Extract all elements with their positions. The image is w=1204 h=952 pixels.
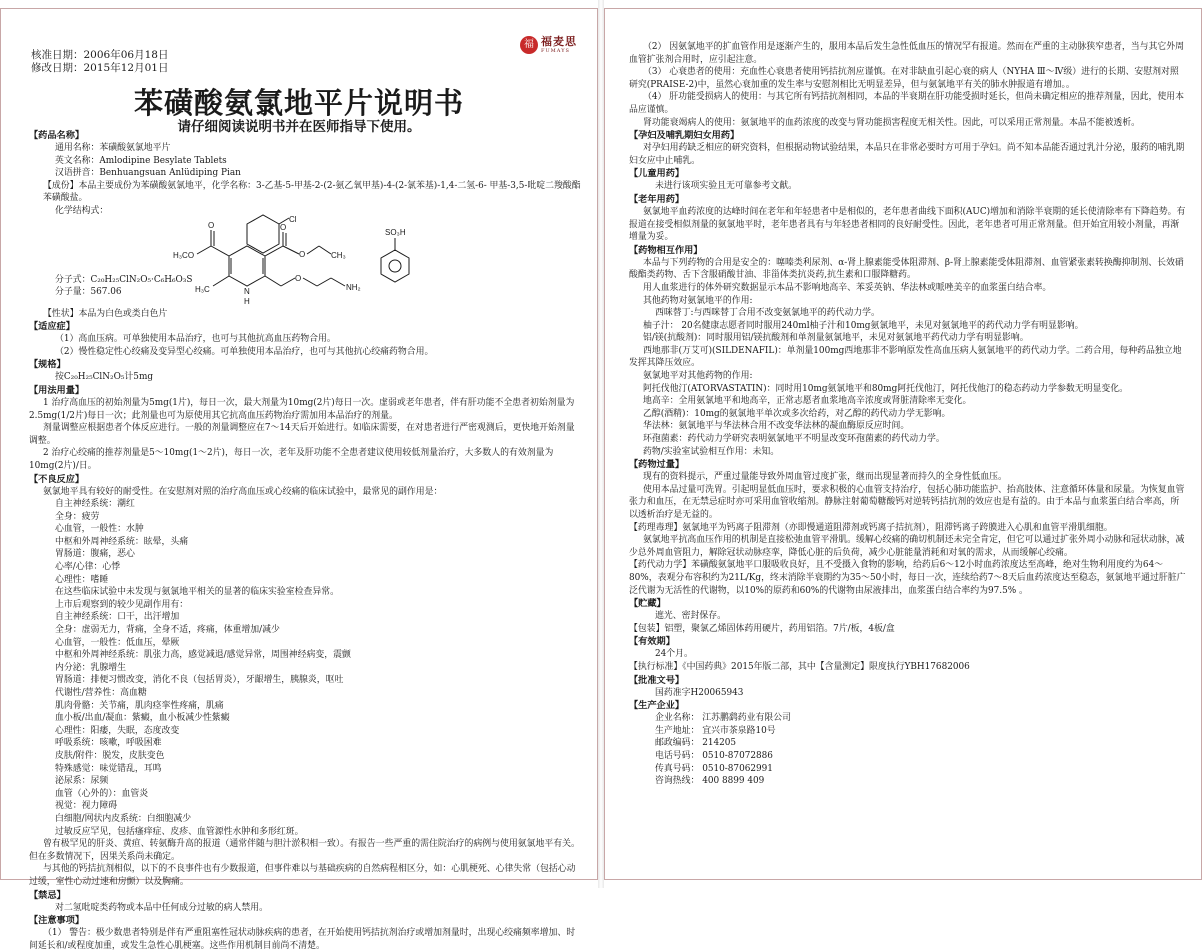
label-o-4: O — [295, 273, 302, 283]
paragraph: 血管（心外的）：血管炎 — [55, 788, 149, 799]
paragraph: 过敏反应罕见，包括瘙痒症、皮疹、血管源性水肿和多形红斑。 — [55, 826, 304, 837]
section-heading: 【禁忌】 — [29, 889, 66, 901]
paragraph: 上市后观察到的较少见副作用有： — [55, 599, 189, 610]
section-heading: 【药物过量】 — [629, 459, 685, 471]
paragraph: 用人血浆进行的体外研究数据显示本品不影响地高辛、苯妥英钠、华法林或哌唑美辛的血浆蛋白结合率。 — [643, 282, 1052, 293]
revision-date: 修改日期：2015年12月01日 — [31, 62, 169, 74]
paragraph: 化学结构式： — [55, 205, 109, 216]
paragraph: 电话号码： 0510-87072886 — [655, 750, 773, 761]
paragraph: 汉语拼音：Benhuangsuan Anlüdiping Pian — [55, 168, 241, 179]
approval-dates — [31, 49, 168, 75]
paragraph: （1） 警告：极少数患者特别是伴有严重阻塞性冠状动脉疾病的患者，在开始使用钙拮抗剂治疗或增加剂量时，出现心绞痛频率增加、时间延长和/或程度加重，或发生急性心肌梗塞。这些作用机制目前尚不清楚。 — [29, 928, 576, 951]
paragraph: 企业名称： 江苏鹏鹞药业有限公司 — [655, 713, 791, 724]
paragraph: 西咪替丁:与西咪替丁合用不改变氨氯地平的药代动力学。 — [655, 308, 880, 319]
paragraph: 邮政编码： 214205 — [655, 738, 737, 749]
paragraph: 遮光、密封保存。 — [655, 611, 726, 622]
paragraph: 胃肠道：排便习惯改变，消化不良（包括胃炎），牙龈增生，胰腺炎，呕吐 — [55, 675, 344, 686]
paragraph: 心理性：嗜睡 — [55, 574, 109, 585]
paragraph: （1）高血压病。可单独使用本品治疗，也可与其他抗高血压药物合用。 — [55, 334, 336, 345]
label-ch3: CH₃ — [331, 250, 346, 260]
paragraph: 传真号码： 0510-87062991 — [655, 763, 773, 774]
paragraph: 本品与下列药物的合用是安全的：噻嗪类利尿剂、α-肾上腺素能受体阻滞剂、β-肾上腺素能受体阻滞剂、血管紧张素转换酶抑制剂、长效硝酸酯类药物、舌下含服硝酸甘油、非甾体类抗炎药,抗生素和口服降糖药。 — [629, 257, 1184, 281]
right-body-text — [629, 41, 1187, 877]
label-o-1: O — [208, 220, 215, 230]
section-heading: 【儿童用药】 — [629, 168, 685, 180]
paragraph: 按C₂₀H₂₅ClN₂O₅计5mg — [55, 372, 154, 383]
paragraph: 剂量调整应根据患者个体反应进行。一般的剂量调整应在7～14天后开始进行。如临床需要，在对患者进行严密观测后，更快地开始剂量调整。 — [29, 423, 575, 446]
paragraph: 全身：虚弱无力，背痛，全身不适，疼痛，体重增加/减少 — [55, 625, 280, 636]
paragraph: 阿托伐他汀(ATORVASTATIN)：同时用10mg氨氯地平和80mg阿托伐他汀，阿托伐他汀的稳态药动力学参数无明显变化。 — [643, 383, 1129, 394]
molecular-formula: 分子式：C₂₀H₂₅ClN₂O₅·C₆H₆O₃S — [55, 274, 193, 285]
paragraph: 氨氯地平抗高血压作用的机制是直接松弛血管平滑肌。缓解心绞痛的确切机制还未完全肯定，但它可以通过扩张外周小动脉和冠状动脉，减少总外周血管阻力，解除冠状动脉痉挛，降低心脏的后负荷，减少心脏能量消耗和对氧的需求，从而缓解心绞痛。 — [629, 535, 1185, 558]
paragraph: 心理性：阳痿，失眠，态度改变 — [55, 725, 180, 736]
section-heading: 【有效期】 — [629, 636, 675, 648]
paragraph: 西地那非(万艾可)(SILDENAFIL)：单剂量100mg西地那非不影响原发性高血压病人氨氯地平的药代动力学。二药合用，每种药品独立地发挥其降压效应。 — [629, 345, 1182, 369]
paragraph: 生产地址： 宜兴市茶泉路10号 — [655, 725, 776, 736]
section-heading: 【贮藏】 — [629, 598, 666, 610]
paragraph: 氨氯地平血药浓度的达峰时间在老年和年轻患者中是相似的，老年患者曲线下面积(AUC)增加和消除半衰期的延长使清除率有下降趋势。有报道在接受相似剂量的氨氯地平时，老年患者具有与年轻患者相同的良好耐受性。因此，老年患者可用正常剂量。但开始宜用较小剂量，再渐增量为妥。 — [629, 206, 1186, 243]
paragraph: 自主神经系统：潮红 — [55, 499, 135, 510]
paragraph: 【成份】本品主要成份为苯磺酸氨氯地平，化学名称：3-乙基-5-甲基-2-(2-氨乙氧甲基)-4-(2-氯苯基)-1,4-二氢-6- 甲基-3,5-吡啶二羧酸酯苯磺酸盐。 — [43, 180, 581, 204]
leaflet-left-page — [0, 8, 598, 951]
paragraph: 心血管，一般性：水肿 — [55, 524, 144, 535]
paragraph: 心率/心律：心悸 — [55, 562, 121, 573]
section-heading: 【药品名称】 — [29, 130, 85, 141]
paragraph: 氨氯地平具有较好的耐受性。在安慰剂对照的治疗高血压或心绞痛的临床试验中，最常见的副作用是： — [43, 486, 443, 497]
label-nh2: NH₂ — [346, 282, 361, 292]
paragraph: 中枢和外周神经系统：肌张力高，感觉减退/感觉异常，周围神经病变，震颤 — [55, 650, 351, 661]
section-heading: 【适应症】 — [29, 321, 75, 333]
label-so3h: SO₃H — [385, 227, 406, 237]
paragraph: 药物/实验室试验相互作用：未知。 — [643, 446, 780, 457]
paragraph: （2） 因氨氯地平的扩血管作用是逐渐产生的，服用本品后发生急性低血压的情况罕有报道。然而在严重的主动脉狭窄患者，当与其它外周血管扩张剂合用时，应引起注意。 — [629, 42, 1184, 65]
paragraph: 【性状】本品为白色或类白色片 — [43, 308, 168, 319]
paragraph: 白细胞/网状内皮系统：白细胞减少 — [55, 813, 192, 824]
paragraph: 代谢性/营养性：高血糖 — [55, 688, 147, 698]
section-heading: 【药物相互作用】 — [629, 244, 703, 256]
section-heading: 【孕妇及哺乳期妇女用药】 — [629, 130, 740, 142]
paragraph: 【药代动力学】苯磺酸氨氯地平口服吸收良好，且不受摄入食物的影响，给药后6～12小时血药浓度达至高峰，绝对生物利用度约为64～80%，表观分布容积约为21L/Kg，终末消除半衰期约为35～50小时，每日一次，连续给药7～8天后血药浓度达至稳态，氨氯地平通过肝脏广泛代谢为无活性的代谢物，以10%的原药和60%的代谢物由尿液排出，血浆蛋白结合率约为97.5% 。 — [629, 560, 1186, 596]
paragraph: 现有的资料提示，严重过量能导致外周血管过度扩张，继而出现显著而持久的全身性低血压。 — [643, 472, 1007, 483]
document-title: 苯磺酸氨氯地平片说明书 — [133, 86, 464, 120]
leaflet-right-page — [604, 8, 1202, 880]
paragraph: 中枢和外周神经系统：眩晕，头痛 — [55, 536, 189, 547]
paragraph: 【执行标准】《中国药典》2015年版二部，其中【含量测定】限度执行YBH17682006 — [629, 661, 970, 672]
paragraph: 使用本品过量可洗胃。引起明显低血压时，要求积极的心血管支持治疗，包括心肺功能监护、抬高肢体、注意循环体量和尿量。为恢复血管张力和血压，在无禁忌症时亦可采用血管收缩剂。静脉注射葡萄糖酸钙对逆转钙拮抗剂的效应也是有益的。由于本品与血浆蛋白结合率高，所以透析治疗是无益的。 — [629, 484, 1185, 520]
paragraph: （2）慢性稳定性心绞痛及变异型心绞痛。可单独使用本品治疗，也可与其他抗心绞痛药物合用。 — [55, 346, 434, 357]
paragraph: 【包装】铝塑，聚氯乙烯固体药用硬片，药用铝箔。7片/板，4板/盒 — [629, 623, 895, 634]
section-heading: 【批准文号】 — [629, 674, 685, 686]
paragraph: 肌肉骨骼：关节痛，肌肉痉挛性疼痛，肌痛 — [55, 700, 224, 711]
logo-name: 福麦思 — [541, 35, 577, 48]
paragraph: 其他药物对氨氯地平的作用: — [643, 295, 753, 306]
paragraph: 呼吸系统：咳嗽，呼吸困难 — [55, 738, 162, 749]
label-h3c: H₃C — [195, 284, 210, 294]
paragraph: 自主神经系统：口干，出汗增加 — [55, 612, 180, 623]
logo-emblem-icon: 福 — [520, 36, 538, 54]
paragraph: 国药准字H20065943 — [655, 687, 744, 698]
document-subtitle: 请仔细阅读说明书并在医师指导下使用。 — [177, 119, 421, 135]
chemical-structure-figure — [29, 214, 581, 308]
paragraph: 在这些临床试验中未发现与氨氯地平相关的显著的临床实验室检查异常。 — [55, 587, 339, 598]
paragraph: 特殊感觉：味觉错乱，耳鸣 — [55, 763, 162, 774]
paragraph: 对孕妇用药缺乏相应的研究资料，但根据动物试验结果，本品只在非常必要时方可用于孕妇。尚不知本品能否通过乳汁分泌，服药的哺乳期妇女应中止哺乳。 — [629, 143, 1185, 166]
paragraph: 铝/镁(抗酸剂)：同时服用铝/镁抗酸剂和单剂量氨氯地平，未见对氨氯地平药代动力学有明显影响。 — [643, 333, 1029, 344]
paragraph: （3） 心衰患者的使用：充血性心衰患者使用钙拮抗剂应谨慎。在对非缺血引起心衰的病人（NYHA Ⅲ～Ⅳ级）进行的长期、安慰剂对照研究(PRAISE-2)中，虽然心衰加重的发生率与安慰剂相比无明显差异，但与氨氯地平有关的肺水肿报道有增加。。 — [629, 67, 1179, 90]
label-o-3: O — [299, 249, 306, 259]
section-heading: 【注意事项】 — [29, 915, 85, 927]
section-heading: 【规格】 — [29, 359, 66, 371]
label-h3co: H₃CO — [173, 250, 195, 260]
label-n: N — [244, 286, 250, 296]
section-heading: 【生产企业】 — [629, 700, 685, 712]
paragraph: 地高辛：全用氨氯地平和地高辛，正常志愿者血浆地高辛浓度或肾脏清除率无变化。 — [643, 396, 972, 407]
paragraph: 内分泌：乳腺增生 — [55, 662, 126, 673]
paragraph: 1 治疗高血压的初始剂量为5mg(1片)，每日一次，最大剂量为10mg(2片)每日一次。虚弱或老年患者，伴有肝功能不全患者初始剂量为2.5mg(1/2片)每日一次；此剂量也可为原使用其它抗高血压药物治疗需加用本品治疗的剂量。 — [29, 397, 575, 421]
paragraph: 咨询热线： 400 8899 409 — [655, 776, 765, 787]
paragraph: 对二氢吡啶类药物或本品中任何成分过敏的病人禁用。 — [55, 902, 268, 913]
label-o-2: O — [280, 222, 287, 232]
paragraph: 【药理毒理】氨氯地平为钙离子阻滞剂（亦即慢通道阻滞剂或钙离子拮抗剂），阻滞钙离子跨膜进入心肌和血管平滑肌细胞。 — [629, 522, 1113, 533]
logo-latin-name: FUMAYS — [541, 48, 570, 54]
label-cl: Cl — [289, 214, 297, 224]
paragraph: 乙醇(酒精)：10mg的氨氯地平单次或多次给药，对乙醇的药代动力学无影响。 — [643, 408, 951, 419]
paragraph: 英文名称：Amlodipine Besylate Tablets — [55, 155, 227, 166]
chemical-structure-diagram — [159, 214, 419, 308]
paragraph: 与其他的钙拮抗剂相似，以下的不良事件也有少数报道，但事件难以与基础疾病的自然病程相区分，如：心肌梗死、心律失常（包括心动过缓，室性心动过速和房颤）以及胸痛。 — [29, 864, 576, 887]
approval-date: 核准日期：2006年06月18日 — [31, 49, 169, 61]
paragraph: 心血管，一般性：低血压，晕厥 — [55, 637, 180, 648]
paragraph: 血小板/出血/凝血：紫癜，血小板减少性紫癜 — [55, 713, 230, 724]
paragraph: 曾有极罕见的肝炎、黄疸、转氨酶升高的报道（通常伴随与胆汁淤积相一致）。有报告一些严重的需住院治疗的病例与使用氨氯地平有关。但在多数情况下，因果关系尚未确定。 — [29, 839, 580, 862]
paragraph: 全身：疲劳 — [55, 511, 100, 522]
paragraph: 华法林：氨氯地平与华法林合用不改变华法林的凝血酶原反应时间。 — [643, 421, 910, 432]
left-body-text — [29, 129, 581, 951]
paragraph: 胃肠道：腹痛，恶心 — [55, 549, 135, 560]
paragraph: 肾功能衰竭病人的使用：氨氯地平的血药浓度的改变与肾功能损害程度无相关性。因此，可以采用正常剂量。本品不能被透析。 — [643, 117, 1140, 128]
section-heading: 【不良反应】 — [29, 473, 85, 485]
paragraph: 视觉：视力障碍 — [55, 801, 118, 812]
paragraph: 皮肤/附件：脱发，皮肤变色 — [55, 750, 165, 761]
paragraph: 氨氯地平对其他药物的作用: — [643, 371, 753, 382]
paragraph: 环孢菌素：药代动力学研究表明氨氯地平不明显改变环孢菌素的药代动力学。 — [643, 434, 945, 445]
molecular-weight: 分子量：567.06 — [55, 287, 122, 298]
paragraph: 通用名称：苯磺酸氨氯地平片 — [55, 143, 171, 153]
paragraph: 未进行该项实验且无可靠参考文献。 — [655, 181, 797, 192]
company-logo — [520, 36, 577, 54]
paragraph: （4） 肝功能受损病人的使用：与其它所有钙拮抗剂相同，本品的半衰期在肝功能受损时延长，但尚未确定相应的推荐剂量，因此，使用本品应谨慎。 — [629, 92, 1184, 115]
paragraph: 泌尿系：尿频 — [55, 776, 109, 787]
paragraph: 柚子汁： 20名健康志愿者同时服用240ml柚子汁和10mg氨氯地平，未见对氨氯地平的药代动力学有明显影响。 — [643, 320, 1084, 331]
section-heading: 【用法用量】 — [29, 384, 85, 396]
label-h: H — [244, 296, 250, 306]
paragraph: 24个月。 — [655, 649, 693, 660]
paragraph: 2 治疗心绞痛的推荐剂量是5～10mg(1～2片)，每日一次，老年及肝功能不全患者建议使用较低剂量治疗，大多数人的有效剂量为10mg(2片)/日。 — [29, 448, 554, 471]
section-heading: 【老年用药】 — [629, 193, 685, 205]
